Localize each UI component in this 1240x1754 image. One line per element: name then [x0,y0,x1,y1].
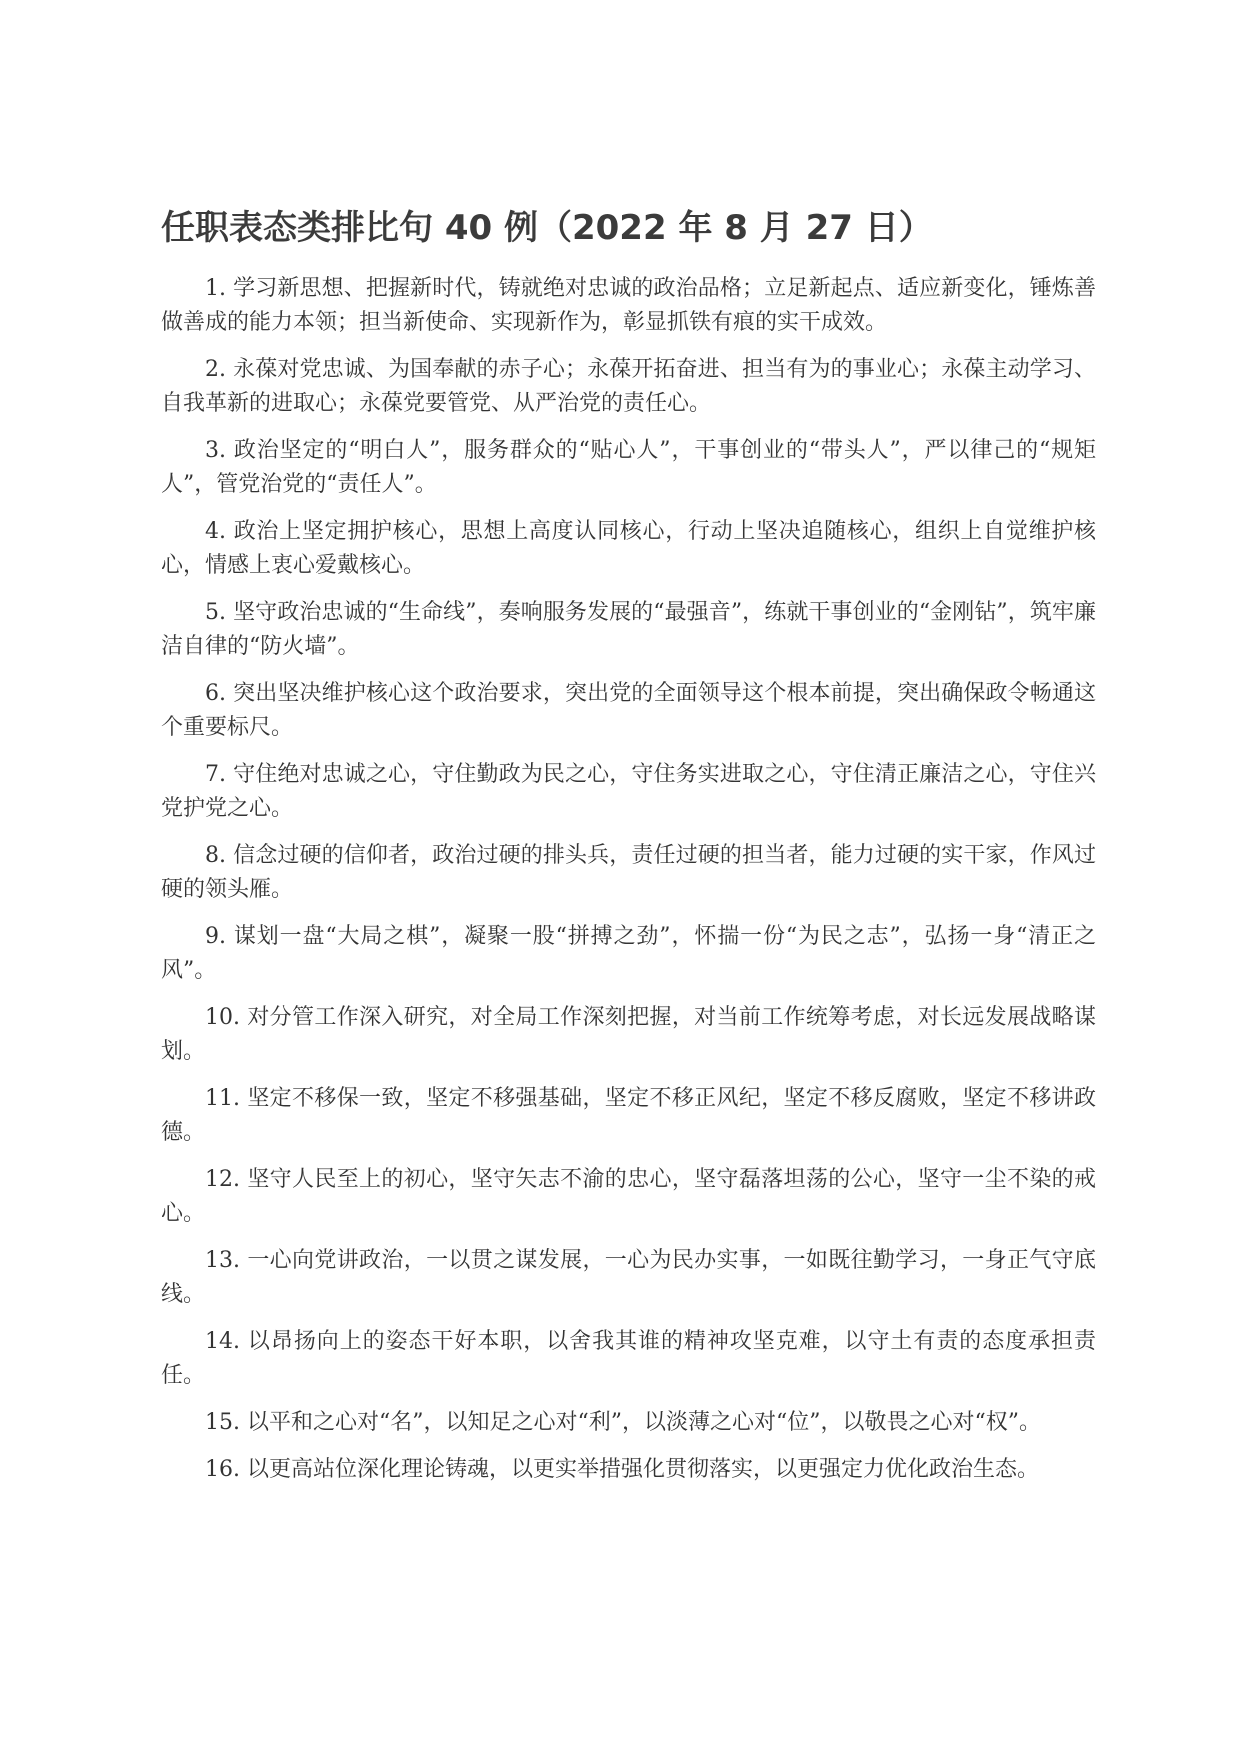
paragraph-9: 9. 谋划一盘“大局之棋”，凝聚一股“拼搏之劲”，怀揣一份“为民之志”，弘扬一身“清正之风”。 [161,924,1096,983]
paragraph-3: 3. 政治坚定的“明白人”，服务群众的“贴心人”，干事创业的“带头人”，严以律己的“规矩人”，管党治党的“责任人”。 [161,438,1096,497]
document-title: 任职表态类排比句 40 例（2022 年 8 月 27 日） [161,208,933,248]
paragraph-14: 14. 以昂扬向上的姿态干好本职，以舍我其谁的精神攻坚克难，以守土有责的态度承担责任。 [161,1329,1096,1388]
paragraph-1: 1. 学习新思想、把握新时代，铸就绝对忠诚的政治品格；立足新起点、适应新变化，锤炼善做善成的能力本领；担当新使命、实现新作为，彰显抓铁有痕的实干成效。 [161,276,1096,335]
paragraph-5: 5. 坚守政治忠诚的“生命线”，奏响服务发展的“最强音”，练就干事创业的“金刚钻”，筑牢廉洁自律的“防火墙”。 [161,600,1096,659]
paragraph-2: 2. 永葆对党忠诚、为国奉献的赤子心；永葆开拓奋进、担当有为的事业心；永葆主动学习、自我革新的进取心；永葆党要管党、从严治党的责任心。 [161,357,1096,416]
paragraph-10: 10. 对分管工作深入研究，对全局工作深刻把握，对当前工作统筹考虑，对长远发展战略谋划。 [161,1005,1096,1064]
paragraph-15: 15. 以平和之心对“名”，以知足之心对“利”，以淡薄之心对“位”，以敬畏之心对“权”。 [205,1410,1041,1435]
paragraph-7: 7. 守住绝对忠诚之心，守住勤政为民之心，守住务实进取之心，守住清正廉洁之心，守住兴党护党之心。 [161,762,1096,821]
paragraph-12: 12. 坚守人民至上的初心，坚守矢志不渝的忠心，坚守磊落坦荡的公心，坚守一尘不染的戒心。 [161,1167,1096,1226]
paragraph-4: 4. 政治上坚定拥护核心，思想上高度认同核心，行动上坚决追随核心，组织上自觉维护核心，情感上衷心爱戴核心。 [161,519,1096,578]
document-body [161,272,1096,1500]
paragraph-16: 16. 以更高站位深化理论铸魂，以更实举措强化贯彻落实，以更强定力优化政治生态。 [205,1457,1039,1482]
paragraph-11: 11. 坚定不移保一致，坚定不移强基础，坚定不移正风纪，坚定不移反腐败，坚定不移讲政德。 [161,1086,1096,1145]
paragraph-8: 8. 信念过硬的信仰者，政治过硬的排头兵，责任过硬的担当者，能力过硬的实干家，作风过硬的领头雁。 [161,843,1096,902]
paragraph-13: 13. 一心向党讲政治，一以贯之谋发展，一心为民办实事，一如既往勤学习，一身正气守底线。 [161,1248,1096,1307]
paragraph-6: 6. 突出坚决维护核心这个政治要求，突出党的全面领导这个根本前提，突出确保政令畅通这个重要标尺。 [161,681,1096,740]
